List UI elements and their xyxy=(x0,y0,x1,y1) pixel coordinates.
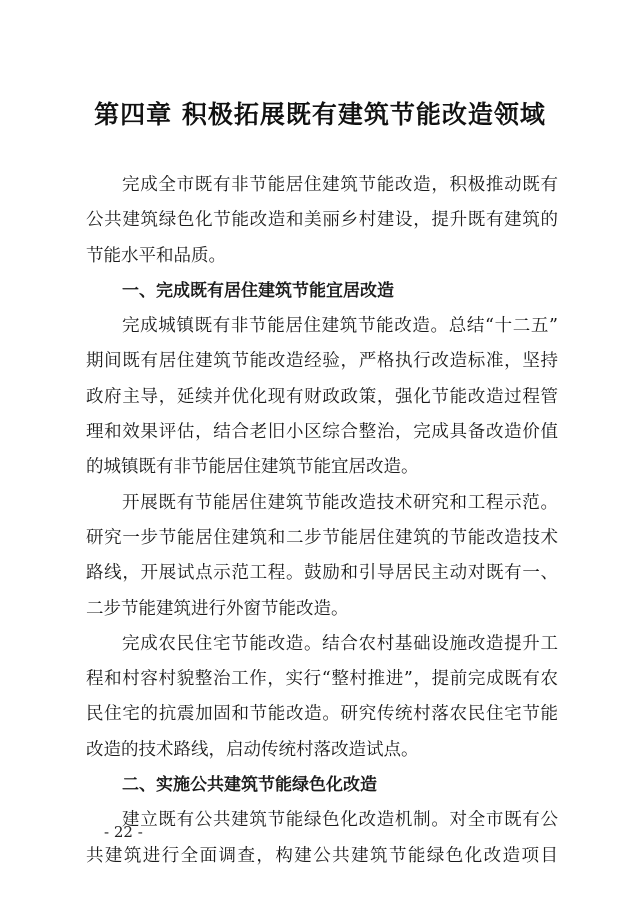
paragraph-line: 研究一步节能居住建筑和二步节能居住建筑的节能改造技术 xyxy=(86,527,558,548)
paragraph-line: 完成农民住宅节能改造。结合农村基础设施改造提升工 xyxy=(122,633,558,654)
paragraph-line: 期间既有居住建筑节能改造经验，严格执行改造标准，坚持 xyxy=(86,351,558,372)
section-heading-1: 一、完成既有居住建筑节能宜居改造 xyxy=(122,280,394,301)
page-number: - 22 - xyxy=(104,823,143,841)
paragraph-line: 民住宅的抗震加固和节能改造。研究传统村落农民住宅节能 xyxy=(86,704,558,725)
paragraph-line: 改造的技术路线，启动传统村落改造试点。 xyxy=(86,739,419,760)
paragraph-line: 政府主导，延续并优化现有财政政策，强化节能改造过程管 xyxy=(86,386,558,407)
paragraph-line: 理和效果评估，结合老旧小区综合整治，完成具备改造价值 xyxy=(86,422,558,443)
paragraph-line: 二步节能建筑进行外窗节能改造。 xyxy=(86,598,349,619)
paragraph-line: 完成城镇既有非节能居住建筑节能改造。总结“十二五” xyxy=(122,316,558,337)
paragraph-line: 程和村容村貌整治工作，实行“整村推进”，提前完成既有农 xyxy=(86,669,558,690)
chapter-title: 第四章 积极拓展既有建筑节能改造领域 xyxy=(94,100,546,129)
paragraph-line: 公共建筑绿色化节能改造和美丽乡村建设，提升既有建筑的 xyxy=(86,210,558,231)
paragraph-line: 的城镇既有非节能居住建筑节能宜居改造。 xyxy=(86,457,419,478)
document-body xyxy=(86,168,558,874)
section-heading-2: 二、实施公共建筑节能绿色化改造 xyxy=(122,775,377,796)
paragraph-line: 完成全市既有非节能居住建筑节能改造，积极推动既有 xyxy=(122,175,558,195)
paragraph-line: 节能水平和品质。 xyxy=(86,245,226,266)
paragraph-line: 共建筑进行全面调查，构建公共建筑节能绿色化改造项目 xyxy=(86,845,558,866)
paragraph-line: 路线，开展试点示范工程。鼓励和引导居民主动对既有一、 xyxy=(86,563,558,584)
paragraph-line: 开展既有节能居住建筑节能改造技术研究和工程示范。 xyxy=(122,492,558,513)
paragraph-line: 建立既有公共建筑节能绿色化改造机制。对全市既有公 xyxy=(122,810,558,831)
